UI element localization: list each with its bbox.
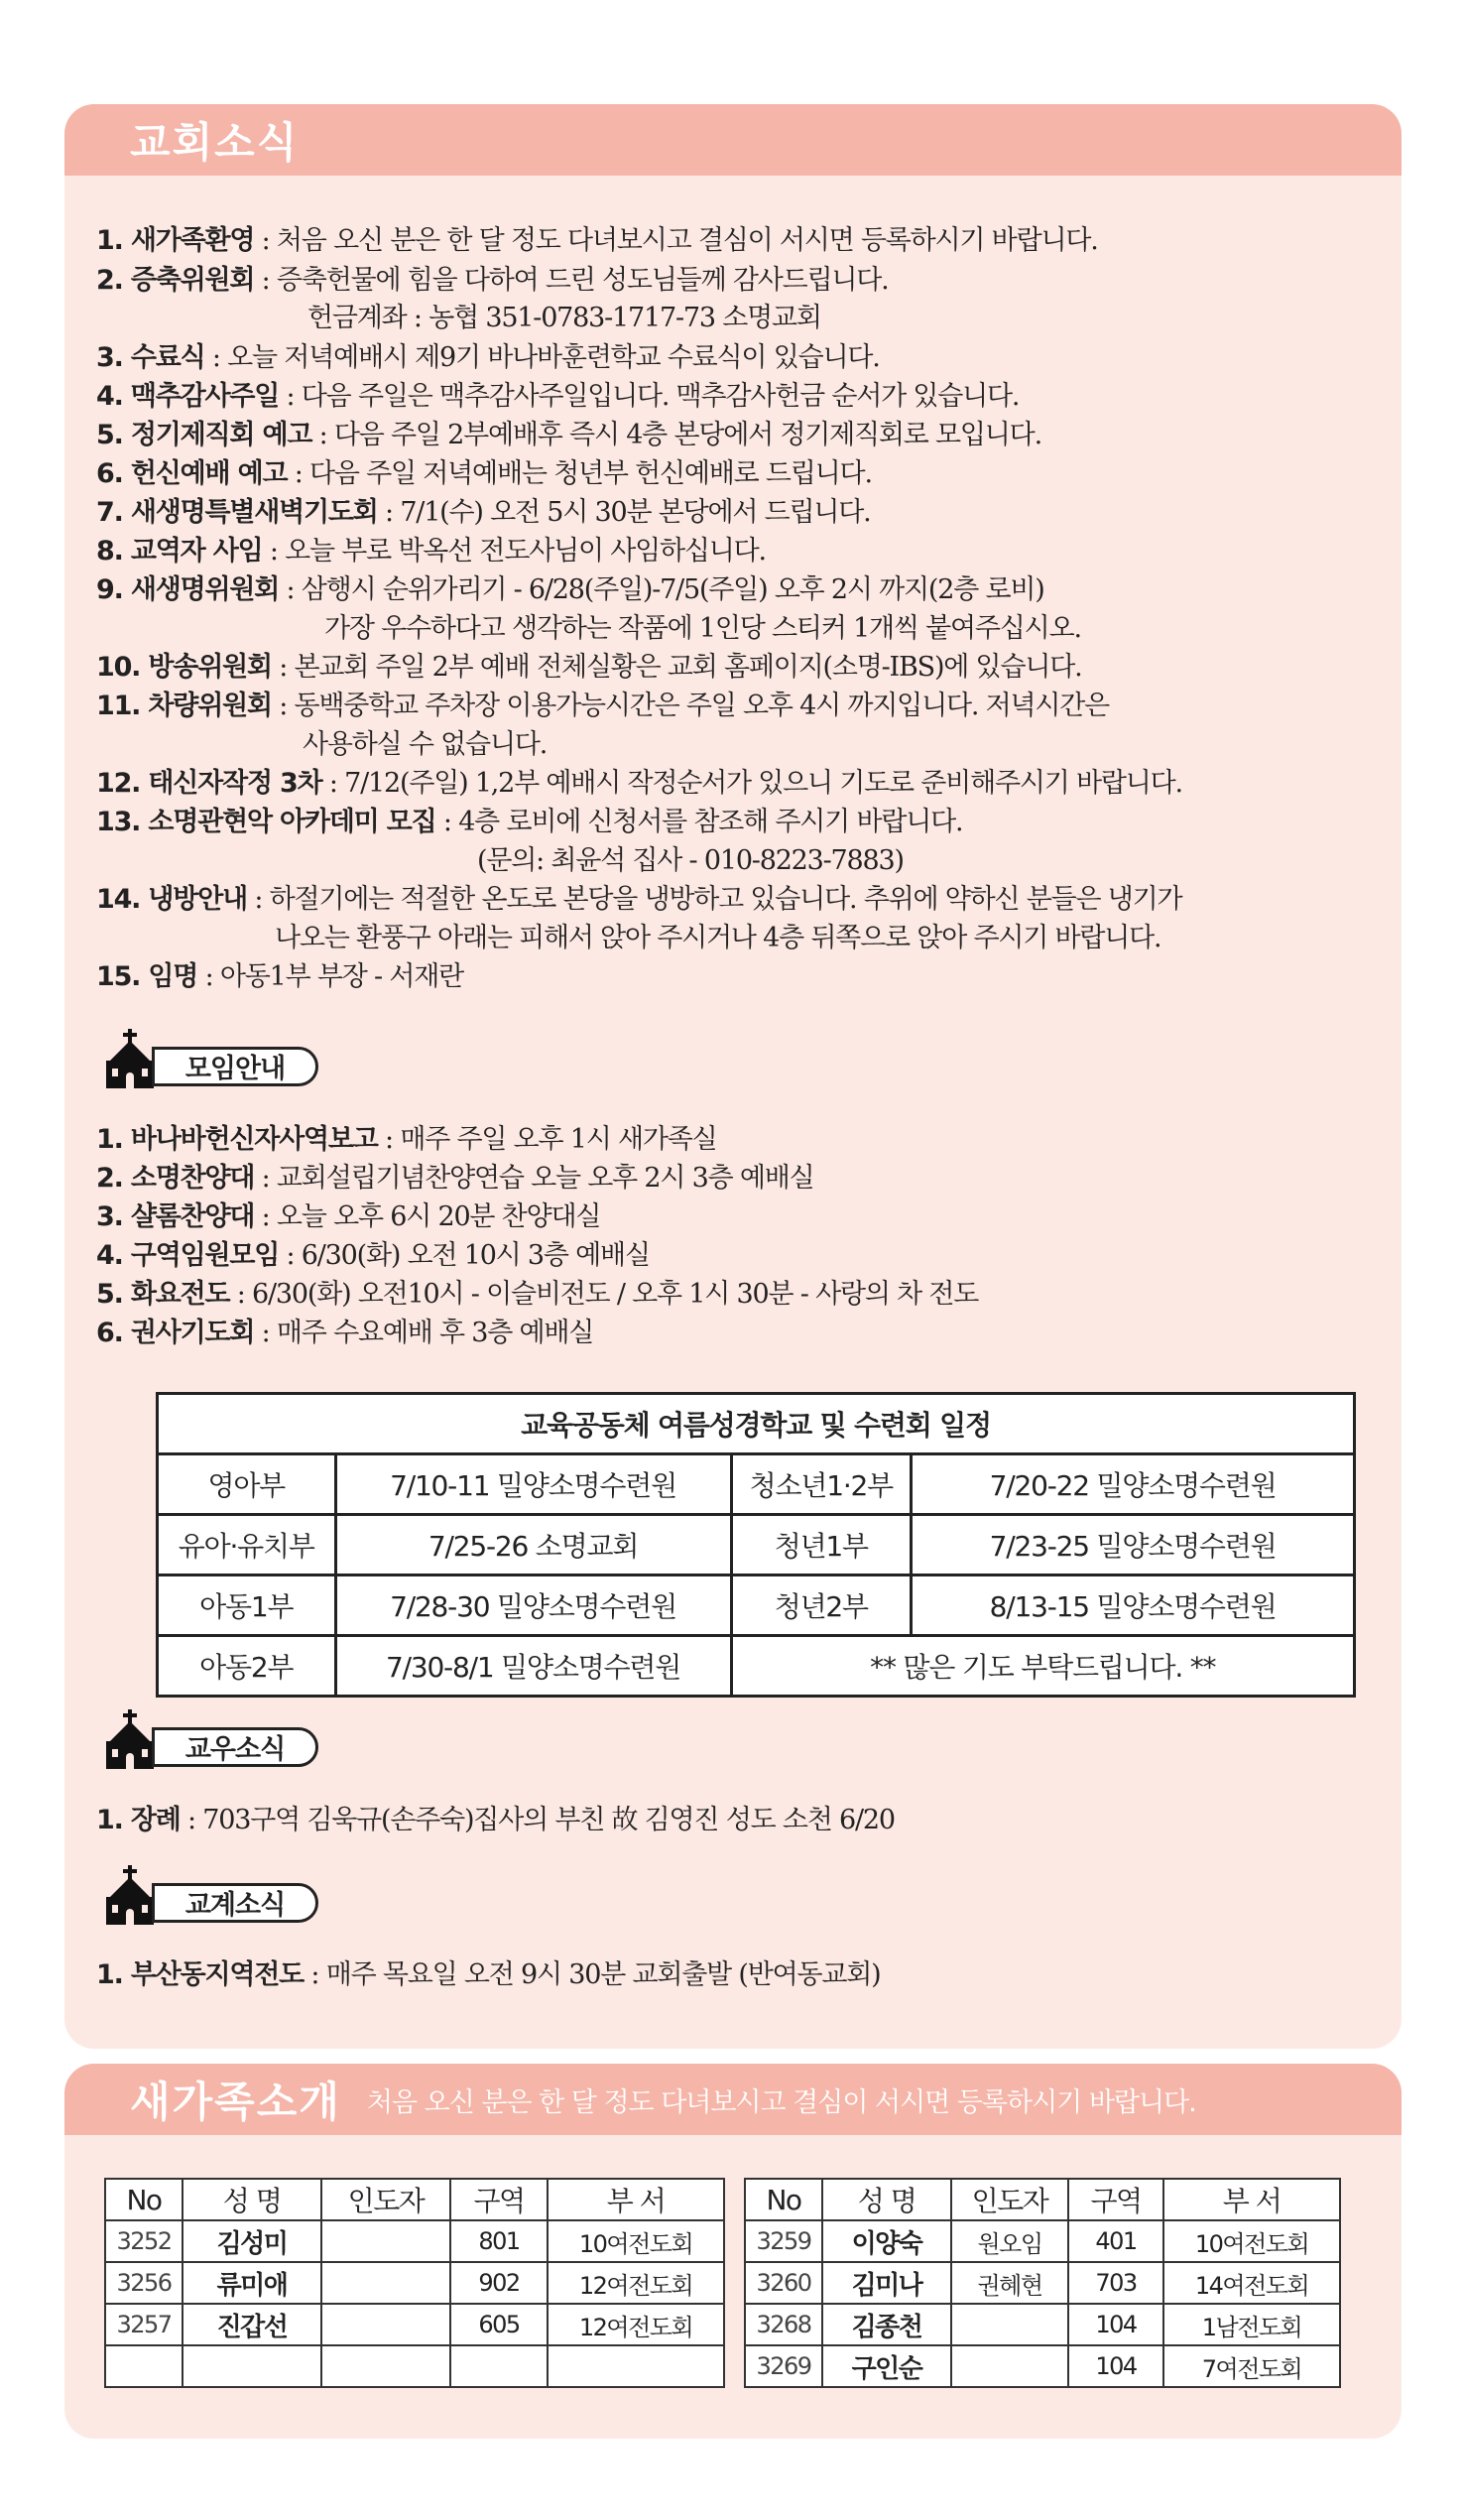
church-icon [102,1029,158,1088]
cell-district: 401 [1068,2220,1163,2262]
news-item-12: 12. 태신자작정 3차 : 7/12(주일) 1,2부 예배시 작정순서가 있으니 기도로 준비해주시기 바랍니다. [96,768,1182,799]
meeting-item-5: 5. 화요전도 : 6/30(화) 오전10시 - 이슬비전도 / 오후 1시 30분 - 사랑의 차 전도 [96,1279,979,1310]
table-row [158,1636,1355,1697]
cell-district: 104 [1068,2304,1163,2345]
cell-guide [321,2262,450,2304]
church-icon [102,1709,158,1769]
news-item-9: 9. 새생명위원회 : 삼행시 순위가리기 - 6/28(주일)-7/5(주일) 오후 2시 까지(2층 로비) [96,574,1044,605]
new-family-subtitle: 처음 오신 분은 한 달 정도 다녀보시고 결심이 서시면 등록하시기 바랍니다. [366,2086,1196,2118]
cell-no: 3252 [105,2220,183,2262]
cell-dept: 14여전도회 [1163,2262,1340,2304]
schedule-date: 7/10-11 밀양소명수련원 [335,1454,731,1515]
table-row [105,2262,724,2304]
col-header: No [105,2179,183,2220]
cell-guide [321,2220,450,2262]
meeting-item-3: 3. 샬롬찬양대 : 오늘 오후 6시 20분 찬양대실 [96,1201,601,1232]
schedule-date: 7/25-26 소명교회 [335,1515,731,1575]
cell-guide: 권혜현 [951,2262,1068,2304]
news-item-13-cont: (문의: 최윤석 집사 - 010-8223-7883) [477,845,904,876]
news-item-11: 11. 차량위원회 : 동백중학교 주차장 이용가능시간은 주일 오후 4시 까지입니다. 저녁시간은 [96,691,1110,721]
table-row [105,2304,724,2345]
schedule-title-row [158,1394,1355,1454]
schedule-title: 교육공동체 여름성경학교 및 수련회 일정 [158,1394,1355,1454]
cell-dept: 12여전도회 [548,2304,724,2345]
schedule-dept: 유아·유치부 [158,1515,336,1575]
new-family-table-left [104,2178,725,2388]
col-header: 인도자 [951,2179,1068,2220]
table-row [745,2220,1340,2262]
cell-district: 605 [450,2304,548,2345]
schedule-date: 7/30-8/1 밀양소명수련원 [335,1636,731,1697]
col-header: 성 명 [822,2179,951,2220]
church-news-panel [64,104,1402,2049]
table-row [745,2304,1340,2345]
cell-name: 류미애 [183,2262,321,2304]
table-row [745,2345,1340,2387]
table-header-row [105,2179,724,2220]
schedule-table [156,1392,1356,1698]
col-header: 부 서 [1163,2179,1340,2220]
cell-name: 김성미 [183,2220,321,2262]
schedule-dept: 아동1부 [158,1575,336,1636]
new-family-table-right [744,2178,1341,2388]
cell-no [105,2345,183,2387]
table-header-row [745,2179,1340,2220]
cell-guide [951,2345,1068,2387]
cell-dept: 10여전도회 [1163,2220,1340,2262]
cell-dept: 7여전도회 [1163,2345,1340,2387]
cell-dept [548,2345,724,2387]
news-item-9-cont: 가장 우수하다고 생각하는 작품에 1인당 스티커 1개씩 붙여주십시오. [324,613,1081,644]
news-item-11-cont: 사용하실 수 없습니다. [303,729,548,760]
cell-name [183,2345,321,2387]
col-header: 부 서 [548,2179,724,2220]
table-row [105,2220,724,2262]
cell-guide: 원오임 [951,2220,1068,2262]
schedule-date: 7/23-25 밀양소명수련원 [912,1515,1355,1575]
schedule-date: 8/13-15 밀양소명수련원 [912,1575,1355,1636]
schedule-dept: 청년1부 [731,1515,912,1575]
schedule-dept: 아동2부 [158,1636,336,1697]
news-item-5: 5. 정기제직회 예고 : 다음 주일 2부예배후 즉시 4층 본당에서 정기제직회로 모입니다. [96,420,1041,450]
col-header: 구역 [450,2179,548,2220]
church-news-header [64,104,1402,176]
cell-dept: 12여전도회 [548,2262,724,2304]
news-item-15: 15. 임명 : 아동1부 부장 - 서재란 [96,961,463,992]
meeting-item-1: 1. 바나바헌신자사역보고 : 매주 주일 오후 1시 새가족실 [96,1124,717,1155]
meeting-item-6: 6. 권사기도회 : 매주 수요예배 후 3층 예배실 [96,1318,594,1348]
table-row [158,1575,1355,1636]
news-item-3: 3. 수료식 : 오늘 저녁예배시 제9기 바나바훈련학교 수료식이 있습니다. [96,342,880,373]
schedule-note: ** 많은 기도 부탁드립니다. ** [731,1636,1354,1697]
meetings-title: 모임안내 [152,1047,318,1086]
cell-no: 3259 [745,2220,822,2262]
col-header: No [745,2179,822,2220]
meeting-item-2: 2. 소명찬양대 : 교회설립기념찬양연습 오늘 오후 2시 3층 예배실 [96,1163,814,1194]
cell-no: 3268 [745,2304,822,2345]
news-item-6: 6. 헌신예배 예고 : 다음 주일 저녁예배는 청년부 헌신예배로 드립니다. [96,458,872,489]
meeting-item-4: 4. 구역임원모임 : 6/30(화) 오전 10시 3층 예배실 [96,1240,650,1271]
news-item-4: 4. 맥추감사주일 : 다음 주일은 맥추감사주일입니다. 맥추감사헌금 순서가 있습니다. [96,381,1020,412]
schedule-dept: 청년2부 [731,1575,912,1636]
cell-guide [951,2304,1068,2345]
cell-district [450,2345,548,2387]
schedule-dept: 청소년1·2부 [731,1454,912,1515]
denomination-news-title: 교계소식 [152,1883,318,1923]
cell-guide [321,2304,450,2345]
church-news-title: 교회소식 [130,118,300,167]
table-row [158,1454,1355,1515]
cell-dept: 1남전도회 [1163,2304,1340,2345]
news-item-10: 10. 방송위원회 : 본교회 주일 2부 예배 전체실황은 교회 홈페이지(소명-IBS)에 있습니다. [96,652,1082,683]
news-item-2-cont: 헌금계좌 : 농협 351-0783-1717-73 소명교회 [307,303,821,333]
cell-name: 구인순 [822,2345,951,2387]
cell-district: 902 [450,2262,548,2304]
cell-district: 801 [450,2220,548,2262]
table-row [745,2262,1340,2304]
cell-district: 703 [1068,2262,1163,2304]
news-item-2: 2. 증축위원회 : 증축헌물에 힘을 다하여 드린 성도님들께 감사드립니다. [96,265,889,296]
cell-dept: 10여전도회 [548,2220,724,2262]
schedule-date: 7/20-22 밀양소명수련원 [912,1454,1355,1515]
cell-name: 진갑선 [183,2304,321,2345]
member-news-title: 교우소식 [152,1727,318,1767]
new-family-panel [64,2064,1402,2439]
schedule-date: 7/28-30 밀양소명수련원 [335,1575,731,1636]
new-family-title: 새가족소개 [130,2078,341,2126]
cell-name: 이양숙 [822,2220,951,2262]
col-header: 성 명 [183,2179,321,2220]
cell-no: 3256 [105,2262,183,2304]
news-item-7: 7. 새생명특별새벽기도회 : 7/1(수) 오전 5시 30분 본당에서 드립니다. [96,497,871,528]
denomination-news-item-1: 1. 부산동지역전도 : 매주 목요일 오전 9시 30분 교회출발 (반여동교회) [96,1959,881,1990]
church-icon [102,1865,158,1925]
news-item-14: 14. 냉방안내 : 하절기에는 적절한 온도로 본당을 냉방하고 있습니다. 추위에 약하신 분들은 냉기가 [96,884,1182,915]
news-item-8: 8. 교역자 사임 : 오늘 부로 박옥선 전도사님이 사임하십니다. [96,536,766,567]
news-item-1: 1. 새가족환영 : 처음 오신 분은 한 달 정도 다녀보시고 결심이 서시면 등록하시기 바랍니다. [96,225,1098,256]
cell-name: 김미나 [822,2262,951,2304]
news-item-13: 13. 소명관현악 아카데미 모집 : 4층 로비에 신청서를 참조해 주시기 바랍니다. [96,807,963,837]
cell-guide [321,2345,450,2387]
cell-no: 3260 [745,2262,822,2304]
cell-no: 3269 [745,2345,822,2387]
col-header: 인도자 [321,2179,450,2220]
cell-no: 3257 [105,2304,183,2345]
cell-district: 104 [1068,2345,1163,2387]
cell-name: 김종천 [822,2304,951,2345]
member-news-item-1: 1. 장례 : 703구역 김욱규(손주숙)집사의 부친 故 김영진 성도 소천 6/20 [96,1805,895,1835]
col-header: 구역 [1068,2179,1163,2220]
table-row [158,1515,1355,1575]
schedule-dept: 영아부 [158,1454,336,1515]
news-item-14-cont: 나오는 환풍구 아래는 피해서 앉아 주시거나 4층 뒤쪽으로 앉아 주시기 바랍니다. [275,923,1161,953]
new-family-header [64,2064,1402,2135]
table-row [105,2345,724,2387]
